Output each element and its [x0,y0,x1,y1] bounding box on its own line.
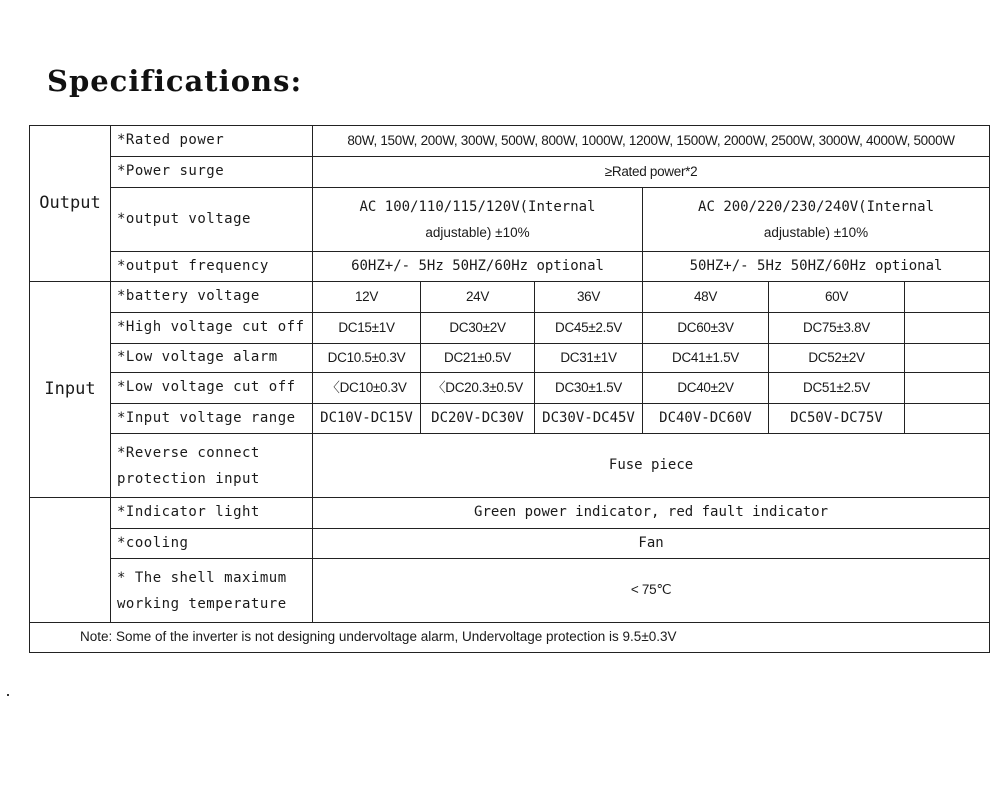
row-label-power-surge: *Power surge [111,157,313,188]
output-voltage-high-line2: adjustable) ±10% [763,224,869,240]
battery-voltage-cell: 36V [535,282,643,313]
battery-voltage-cell [905,282,990,313]
output-voltage-low-line2: adjustable) ±10% [425,224,530,240]
page-title: Specifications: [47,64,303,98]
low-alarm-cell: DC41±1.5V [643,344,769,373]
input-range-cell: DC30V-DC45V [535,404,643,434]
row-label-high-voltage-cut-off: *High voltage cut off [111,313,313,344]
table-row [30,373,990,404]
input-range-cell: DC10V-DC15V [313,404,421,434]
row-label-low-voltage-alarm: *Low voltage alarm [111,344,313,373]
low-cutoff-cell: DC51±2.5V [769,373,905,404]
output-frequency-high: 50HZ+/- 5Hz 50HZ/60Hz optional [643,252,990,282]
battery-voltage-cell: 12V [313,282,421,313]
row-label-cooling: *cooling [111,529,313,559]
table-row [30,623,990,653]
row-label-indicator-light: *Indicator light [111,498,313,529]
table-row [30,126,990,157]
high-cutoff-cell: DC30±2V [421,313,535,344]
high-cutoff-cell: DC75±3.8V [769,313,905,344]
input-range-cell [905,404,990,434]
table-row [30,498,990,529]
row-label-output-frequency: *output frequency [111,252,313,282]
low-alarm-cell: DC31±1V [535,344,643,373]
high-cutoff-cell: DC60±3V [643,313,769,344]
shell-label-line2: working temperature [117,595,287,612]
row-label-shell-temperature [111,559,313,623]
row-label-output-voltage: *output voltage [111,188,313,252]
battery-voltage-cell: 60V [769,282,905,313]
reverse-connect-value: Fuse piece [313,434,990,498]
group-output: Output [30,126,111,282]
power-surge-value: ≥Rated power*2 [313,157,990,188]
low-cutoff-cell: DC30±1.5V [535,373,643,404]
input-range-cell: DC40V-DC60V [643,404,769,434]
output-voltage-low [313,188,643,252]
table-note: Note: Some of the inverter is not designing undervoltage alarm, Undervoltage protection is 9.5±0.3V [30,623,990,653]
battery-voltage-cell: 24V [421,282,535,313]
table-row [30,404,990,434]
specifications-table [29,125,990,653]
table-row [30,188,990,252]
output-voltage-high-line1: AC 200/220/230/240V(Internal [698,198,935,215]
low-alarm-cell: DC10.5±0.3V [313,344,421,373]
rated-power-value: 80W, 150W, 200W, 300W, 500W, 800W, 1000W, 1200W, 1500W, 2000W, 2500W, 3000W, 4000W, 5000W [313,126,990,157]
table-row [30,157,990,188]
indicator-light-value: Green power indicator, red fault indicator [313,498,990,529]
output-voltage-high [643,188,990,252]
table-row [30,434,990,498]
table-row [30,252,990,282]
shell-temperature-value: < 75℃ [313,559,990,623]
table-row [30,282,990,313]
table-row [30,529,990,559]
table-row [30,559,990,623]
cooling-value: Fan [313,529,990,559]
low-alarm-cell: DC52±2V [769,344,905,373]
row-label-battery-voltage: *battery voltage [111,282,313,313]
low-cutoff-cell: DC40±2V [643,373,769,404]
output-voltage-low-line1: AC 100/110/115/120V(Internal [359,198,596,215]
reverse-label-line2: protection input [117,470,260,487]
battery-voltage-cell: 48V [643,282,769,313]
high-cutoff-cell [905,313,990,344]
output-frequency-low: 60HZ+/- 5Hz 50HZ/60Hz optional [313,252,643,282]
stray-mark [7,694,9,696]
low-cutoff-cell [905,373,990,404]
group-misc [30,498,111,623]
table-row [30,344,990,373]
high-cutoff-cell: DC45±2.5V [535,313,643,344]
high-cutoff-cell: DC15±1V [313,313,421,344]
low-cutoff-cell: 〈DC10±0.3V [313,373,421,404]
row-label-input-voltage-range: *Input voltage range [111,404,313,434]
row-label-reverse-connect [111,434,313,498]
reverse-label-line1: *Reverse connect [117,444,260,461]
input-range-cell: DC20V-DC30V [421,404,535,434]
shell-label-line1: * The shell maximum [117,569,287,586]
group-input: Input [30,282,111,498]
table-row [30,313,990,344]
input-range-cell: DC50V-DC75V [769,404,905,434]
low-cutoff-cell: 〈DC20.3±0.5V [421,373,535,404]
low-alarm-cell: DC21±0.5V [421,344,535,373]
low-alarm-cell [905,344,990,373]
row-label-rated-power: *Rated power [111,126,313,157]
row-label-low-voltage-cut-off: *Low voltage cut off [111,373,313,404]
